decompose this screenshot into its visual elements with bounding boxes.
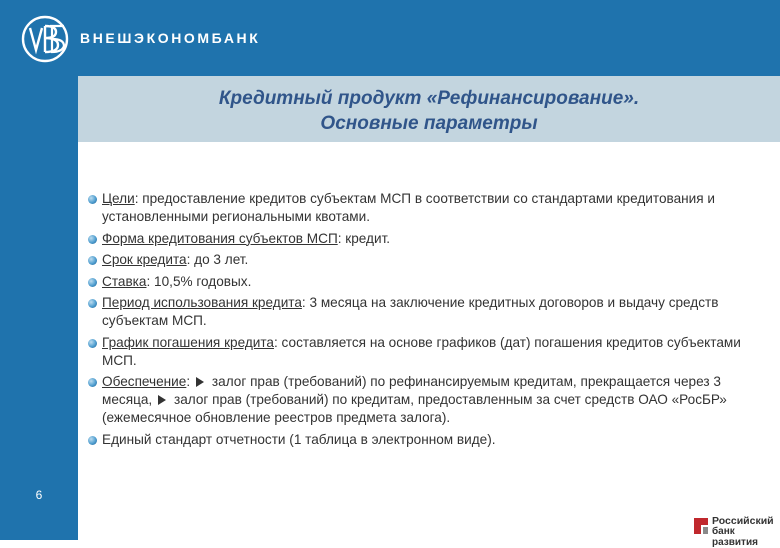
item-label: Ставка [102,273,147,289]
parameters-list [88,190,768,452]
page-number: 6 [35,488,43,502]
item-text: составляется на основе графиков (дат) погашения кредитов субъектами МСП. [102,334,741,368]
rosbr-logo [692,512,780,548]
left-sidebar [0,76,78,540]
list-item-goals [88,190,768,226]
item-sep: : [186,374,191,389]
item-sep: : [274,334,278,350]
list-item-term [88,251,768,269]
item-label: Срок кредита [102,252,187,267]
item-sep: : [134,191,139,206]
item-sep: : [301,295,306,310]
bullet-icon [88,256,97,265]
item-text: 3 месяца на заключение кредитных договоров и выдачу средств субъектам МСП. [102,295,719,328]
item-sep: : [186,252,191,267]
item-label: Форма кредитования субъектов МСП [102,230,338,246]
list-item-collateral [88,373,768,427]
item-text: кредит. [341,230,391,246]
bullet-icon [88,436,97,445]
item-label: График погашения кредита [102,334,274,350]
item-label: Цели [102,191,135,206]
triangle-bullet-icon [158,395,166,405]
item-text: до 3 лет. [190,252,249,267]
bullet-icon [88,278,97,287]
bank-name: ВНЕШЭКОНОМБАНК [80,30,261,46]
list-item-reporting [88,431,768,449]
slide-title [78,86,780,136]
item-text: предоставление кредитов субъектам МСП в соответствии со стандартами кредитования и установленными региональными квотами. [102,191,715,224]
item-label: Обеспечение [102,374,187,389]
item-label: Период использования кредита [102,295,302,310]
list-item-period [88,294,768,330]
bullet-icon [88,378,97,387]
rosbr-name-line1: Российский [712,515,774,527]
bullet-icon [88,235,97,244]
item-text: Единый стандарт отчетности (1 таблица в электронном виде). [102,431,496,447]
rosbr-logo-icon [692,516,710,536]
item-sep: : [146,273,151,289]
title-line-1: Кредитный продукт «Рефинансирование». [218,88,640,109]
item-text: 10,5% годовых. [150,273,252,289]
item-sep: : [337,230,342,246]
header-bar [0,0,780,76]
rosbr-name-line2: банк развития [712,526,758,548]
list-item-form [88,230,768,248]
item-text-part2: залог прав (требований) по кредитам, предоставленным за счет средств ОАО «РосБР» (ежемесячное обновление реестров предмета залога). [102,392,727,425]
triangle-bullet-icon [196,377,204,387]
veb-monogram-icon [20,14,72,64]
list-item-schedule [88,334,768,370]
bullet-icon [88,299,97,308]
list-item-rate [88,273,768,291]
bullet-icon [88,195,97,204]
item-text-part1: залог прав (требований) по рефинансируемым кредитам, прекращается через 3 месяца, [102,374,721,407]
title-line-2: Основные параметры [320,113,538,134]
bullet-icon [88,339,97,348]
